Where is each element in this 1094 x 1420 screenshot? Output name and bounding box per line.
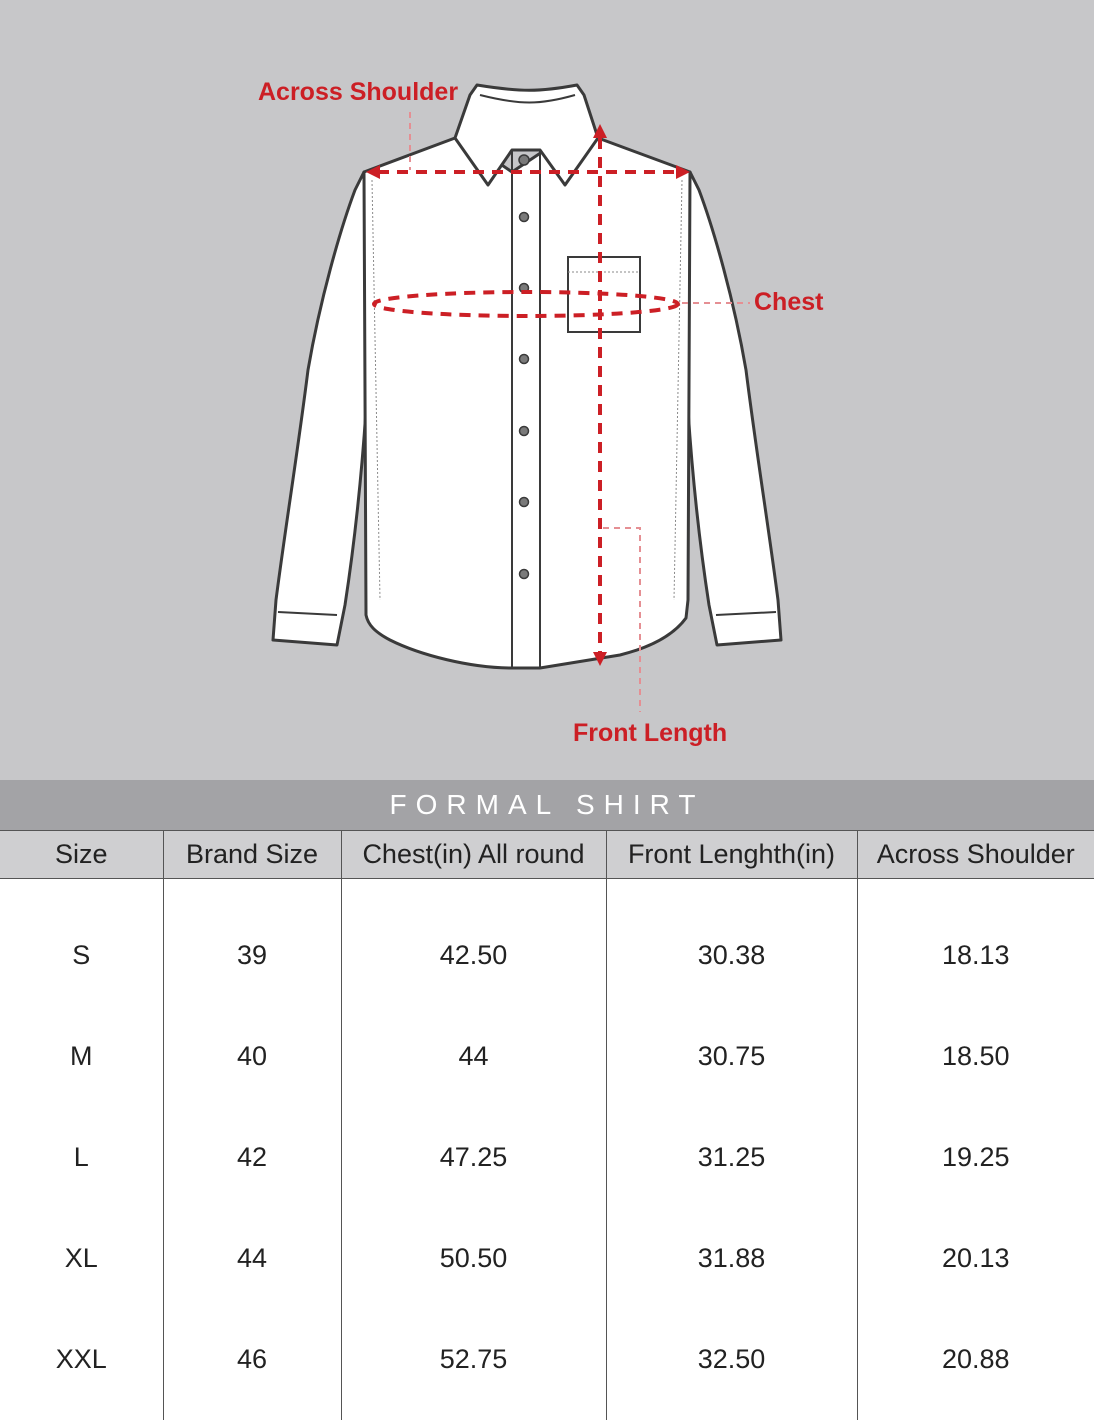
cell-chest: 44: [341, 1006, 606, 1107]
size-chart: [0, 780, 1094, 1415]
cell-chest: 52.75: [341, 1309, 606, 1410]
cell-front-length: 30.75: [606, 1006, 857, 1107]
header-size: Size: [0, 831, 163, 879]
cell-across-shoulder: 18.50: [857, 1006, 1094, 1107]
spacer-cell: [0, 879, 163, 906]
left-sleeve: [273, 172, 370, 645]
spacer-cell: [606, 1410, 857, 1420]
spacer-cell: [857, 879, 1094, 906]
cell-across-shoulder: 20.13: [857, 1208, 1094, 1309]
table-row: [0, 1208, 1094, 1309]
table-row: [0, 1309, 1094, 1410]
cell-size: S: [72, 940, 91, 970]
cell-chest: 42.50: [341, 905, 606, 1006]
cell-front-length: 30.38: [606, 905, 857, 1006]
cell-front-length: 32.50: [606, 1309, 857, 1410]
header-across-shoulder: Across Shoulder: [857, 831, 1094, 879]
cell-across-shoulder: 18.13: [857, 905, 1094, 1006]
spacer-cell: [163, 1410, 341, 1420]
header-chest: Chest(in) All round: [341, 831, 606, 879]
table-row: [0, 905, 1094, 1006]
cell-across-shoulder: 20.88: [857, 1309, 1094, 1410]
cell-brand-size: 40: [163, 1006, 341, 1107]
right-sleeve: [684, 172, 781, 645]
cell-brand-size: 46: [163, 1309, 341, 1410]
table-header-row: [0, 831, 1094, 879]
table-title: FORMAL SHIRT: [0, 780, 1094, 830]
cell-front-length: 31.88: [606, 1208, 857, 1309]
cell-chest: 50.50: [341, 1208, 606, 1309]
cell-front-length: 31.25: [606, 1107, 857, 1208]
spacer-cell: [857, 1410, 1094, 1420]
spacer-cell: [341, 879, 606, 906]
cell-size: XXL: [55, 1344, 107, 1374]
spacer-cell: [341, 1410, 606, 1420]
size-table: [0, 830, 1094, 1420]
cell-chest: 47.25: [341, 1107, 606, 1208]
cell-across-shoulder: 19.25: [857, 1107, 1094, 1208]
cell-size: XL: [64, 1243, 98, 1273]
cell-brand-size: 39: [163, 905, 341, 1006]
spacer-cell: [606, 879, 857, 906]
table-row: [0, 1006, 1094, 1107]
spacer-cell: [163, 879, 341, 906]
cell-size: M: [70, 1041, 93, 1071]
cell-size: L: [73, 1142, 89, 1172]
spacer-cell: [0, 1410, 163, 1420]
table-row: [0, 1107, 1094, 1208]
front-length-label: Front Length: [573, 719, 728, 747]
header-brand-size: Brand Size: [163, 831, 341, 879]
across-shoulder-label: Across Shoulder: [258, 78, 459, 106]
cell-brand-size: 44: [163, 1208, 341, 1309]
chest-label: Chest: [754, 288, 824, 316]
header-front-length: Front Lenghth(in): [606, 831, 857, 879]
cell-brand-size: 42: [163, 1107, 341, 1208]
